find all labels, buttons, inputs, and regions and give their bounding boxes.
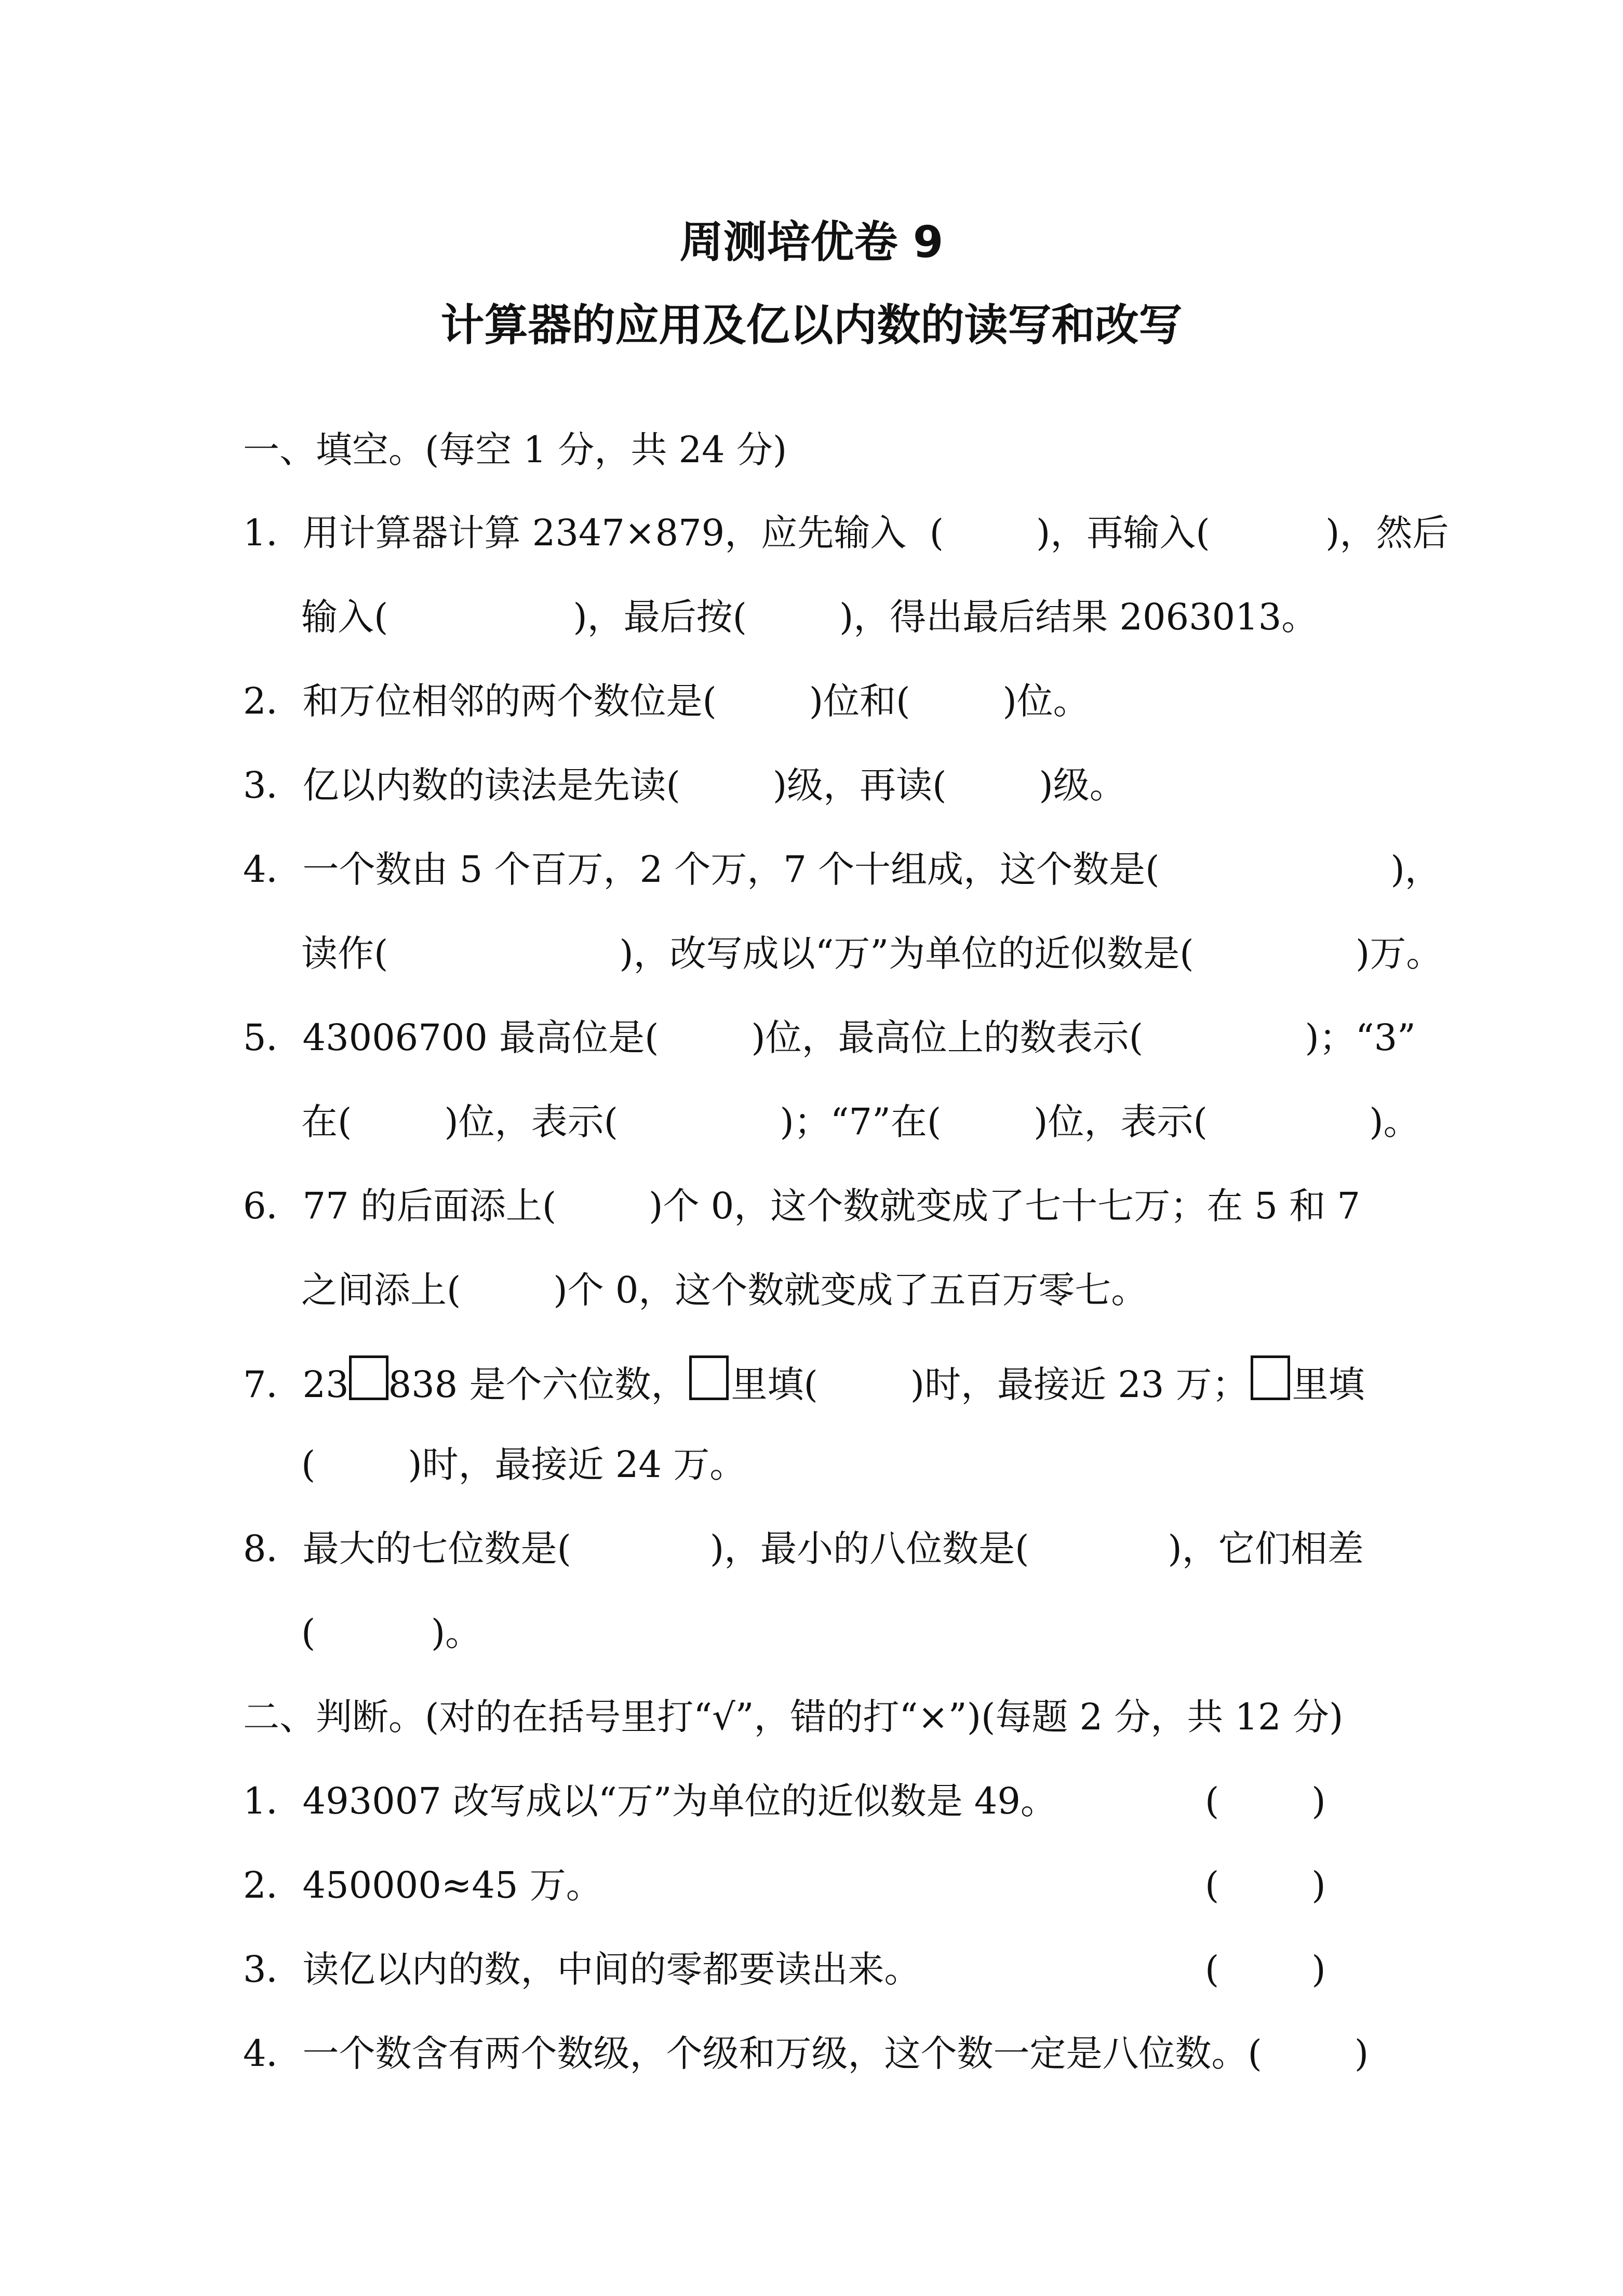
question-5-line-2: 在( )位，表示( )；“7”在( )位，表示( )。 [301, 1100, 1420, 1143]
judgment-item-3: 3．读亿以内的数，中间的零都要读出来。 [243, 1948, 921, 1991]
judgment-item-1: 1．493007 改写成以“万”为单位的近似数是 49。 [243, 1780, 1057, 1822]
question-7-part-b: 838 是个六位数， [388, 1363, 688, 1406]
blank-box [689, 1355, 729, 1400]
judgment-item-2: 2．450000≈45 万。 [243, 1864, 602, 1906]
question-6-line-2: 之间添上( )个 0，这个数就变成了五百万零七。 [301, 1269, 1148, 1311]
question-7-line-1 [243, 1355, 1365, 1409]
question-4-line-1: 4．一个数由 5 个百万，2 个万，7 个十组成，这个数是( )， [243, 848, 1441, 891]
question-2: 2．和万位相邻的两个数位是( )位和( )位。 [243, 680, 1090, 722]
section-heading-true-false: 二、判断。(对的在括号里打“√”，错的打“×”)(每题 2 分，共 12 分) [243, 1696, 1344, 1738]
section-heading-fill-blank: 一、填空。(每空 1 分，共 24 分) [243, 428, 787, 471]
question-6-line-1: 6．77 的后面添上( )个 0，这个数就变成了七十七万；在 5 和 7 [243, 1185, 1361, 1227]
question-8-line-1: 8．最大的七位数是( )，最小的八位数是( )，它们相差 [243, 1527, 1364, 1570]
judgment-answer-3: ( ) [1205, 1948, 1326, 1991]
judgment-item-4: 4．一个数含有两个数级，个级和万级，这个数一定是八位数。( ) [243, 2032, 1369, 2075]
question-7-line-2: ( )时，最接近 24 万。 [301, 1443, 746, 1486]
blank-box [1251, 1355, 1290, 1400]
question-1-line-2: 输入( )，最后按( )，得出最后结果 2063013。 [301, 596, 1318, 638]
question-8-line-2: ( )。 [301, 1612, 482, 1654]
judgment-answer-2: ( ) [1205, 1864, 1326, 1906]
page-subtitle: 计算器的应用及亿以内数的读写和改写 [440, 300, 1183, 351]
question-5-line-1: 5．43006700 最高位是( )位，最高位上的数表示( )；“3” [243, 1016, 1416, 1059]
question-1-line-1: 1．用计算器计算 2347×879，应先输入 ( )，再输入( )，然后 [243, 512, 1449, 554]
judgment-answer-1: ( ) [1205, 1780, 1326, 1822]
page-title: 周测培优卷 9 [679, 217, 944, 267]
question-4-line-2: 读作( )，改写成以“万”为单位的近似数是( )万。 [301, 932, 1443, 975]
question-7-part-a: 7．23 [243, 1363, 349, 1406]
question-7-part-c: 里填( )时，最接近 23 万； [731, 1363, 1249, 1406]
blank-box [349, 1355, 388, 1400]
question-7-part-d: 里填 [1292, 1363, 1365, 1406]
question-3: 3．亿以内数的读法是先读( )级，再读( )级。 [243, 764, 1126, 807]
